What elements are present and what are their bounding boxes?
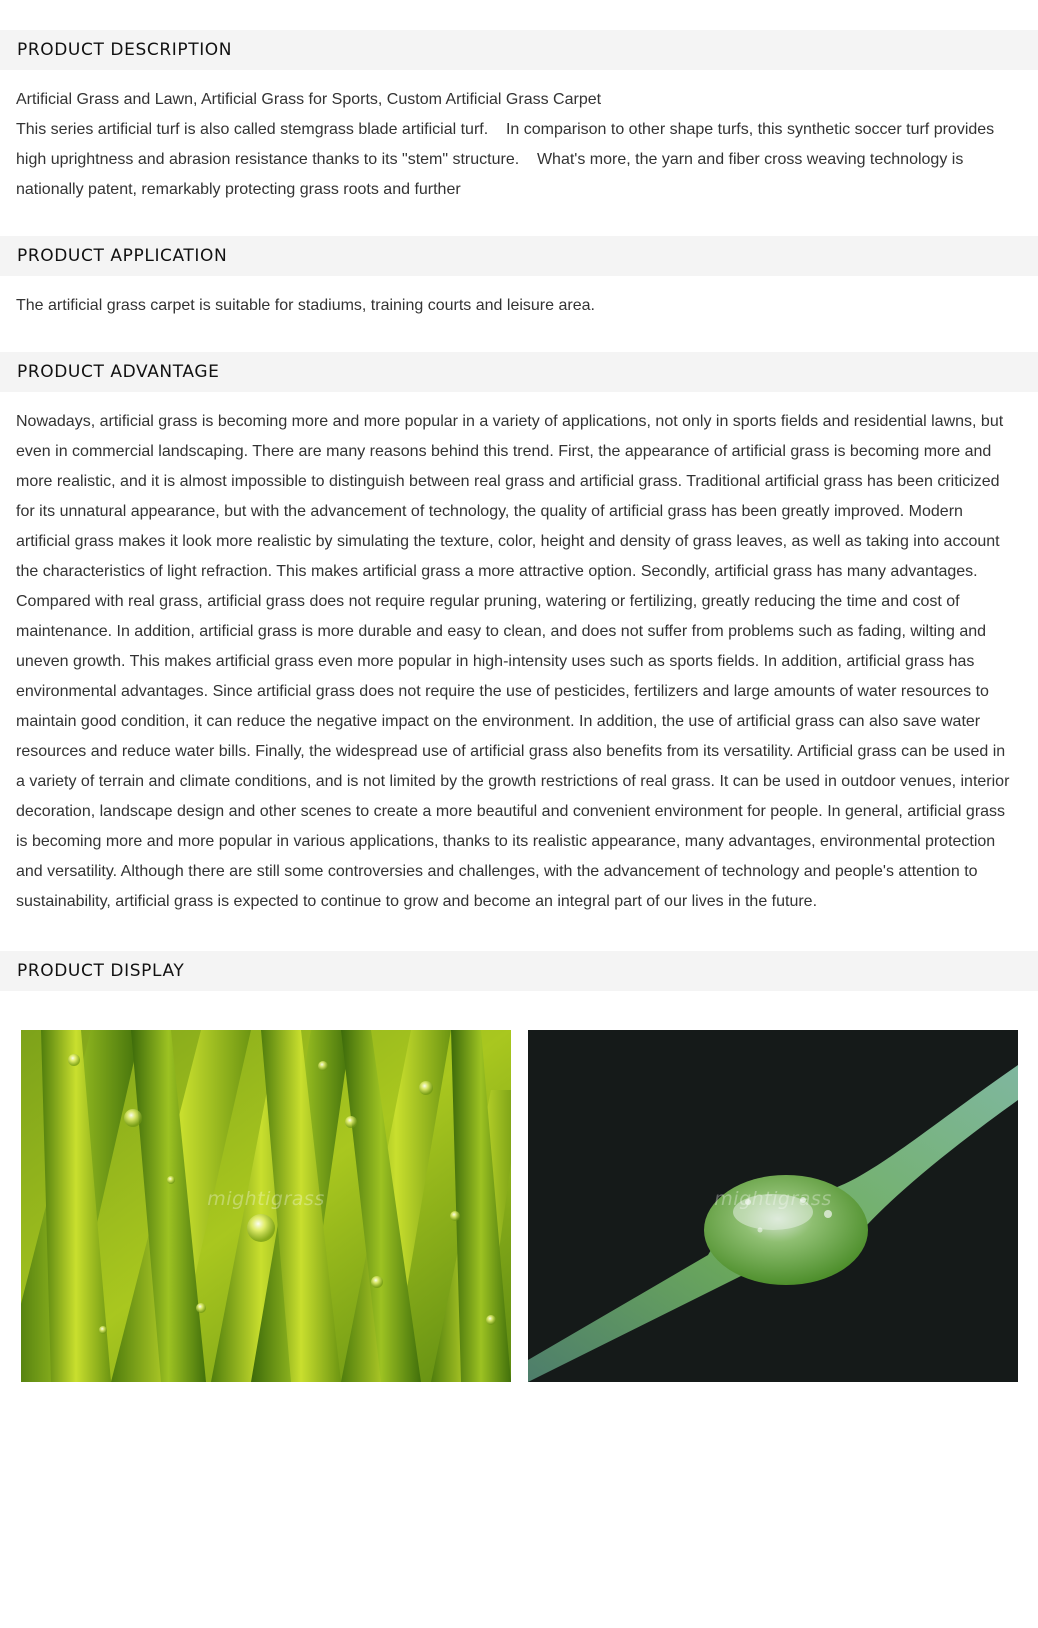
product-photo-fiber-macro bbox=[528, 1030, 1018, 1382]
watermark-text: mightigrass bbox=[714, 1188, 832, 1210]
product-photo-grass-blades bbox=[21, 1030, 511, 1382]
section-header-advantage bbox=[0, 352, 1038, 392]
section-header-application bbox=[0, 236, 1038, 276]
section-title: PRODUCT DESCRIPTION bbox=[17, 40, 233, 60]
section-title: PRODUCT ADVANTAGE bbox=[17, 362, 220, 382]
advantage-text: Nowadays, artificial grass is becoming more and more popular in a variety of applications, not only in sports fields and residential lawns, but even in commercial landscaping. There are many reasons behind this trend. First, the appearance of artificial grass is becoming more and more realistic, and it is almost impossible to distinguish between real grass and artificial grass. Traditional artificial grass has been criticized for its unnatural appearance, but with the advancement of technology, the quality of artificial grass has been greatly improved. Modern artificial grass makes it look more realistic by simulating the texture, color, height and density of grass leaves, as well as taking into account the characteristics of light refraction. This makes artificial grass a more attractive option. Secondly, artificial grass has many advantages. Compared with real grass, artificial grass does not require regular pruning, watering or fertilizing, greatly reducing the time and cost of maintenance. In addition, artificial grass is more durable and easy to clean, and does not suffer from problems such as fading, wilting and uneven growth. This makes artificial grass even more popular in high-intensity uses such as sports fields. In addition, artificial grass has environmental advantages. Since artificial grass does not require the use of pesticides, fertilizers and large amounts of water resources to maintain good condition, it can reduce the negative impact on the environment. In addition, the use of artificial grass can also save water resources and reduce water bills. Finally, the widespread use of artificial grass also benefits from its versatility. Artificial grass can be used in a variety of terrain and climate conditions, and is not limited by the growth restrictions of real grass. It can be used in outdoor venues, interior decoration, landscape design and other scenes to create a more beautiful and convenient environment for people. In general, artificial grass is becoming more and more popular in various applications, thanks to its realistic appearance, many advantages, environmental protection and versatility. Although there are still some controversies and challenges, with the advancement of technology and people's attention to sustainability, artificial grass is expected to continue to grow and become an integral part of our lives in the future. bbox=[16, 413, 1010, 910]
watermark-text: mightigrass bbox=[207, 1188, 325, 1210]
section-title: PRODUCT APPLICATION bbox=[17, 246, 228, 266]
application-body bbox=[16, 291, 1016, 321]
section-header-display bbox=[0, 951, 1038, 991]
advantage-body bbox=[16, 407, 1016, 917]
section-header-description bbox=[0, 30, 1038, 70]
section-title: PRODUCT DISPLAY bbox=[17, 961, 185, 981]
grass-blades-image bbox=[21, 1030, 511, 1382]
description-body bbox=[16, 85, 1016, 205]
description-line-1: Artificial Grass and Lawn, Artificial Grass for Sports, Custom Artificial Grass Carpet bbox=[16, 91, 602, 108]
description-line-2: This series artificial turf is also called stemgrass blade artificial turf. In comparison to other shape turfs, this synthetic soccer turf provides high uprightness and abrasion resistance thanks to its "stem" structure. What's more, the yarn and fiber cross weaving technology is nationally patent, remarkably protecting grass roots and further bbox=[16, 121, 999, 198]
application-text: The artificial grass carpet is suitable for stadiums, training courts and leisure area. bbox=[16, 297, 595, 314]
fiber-macro-image bbox=[528, 1030, 1018, 1382]
